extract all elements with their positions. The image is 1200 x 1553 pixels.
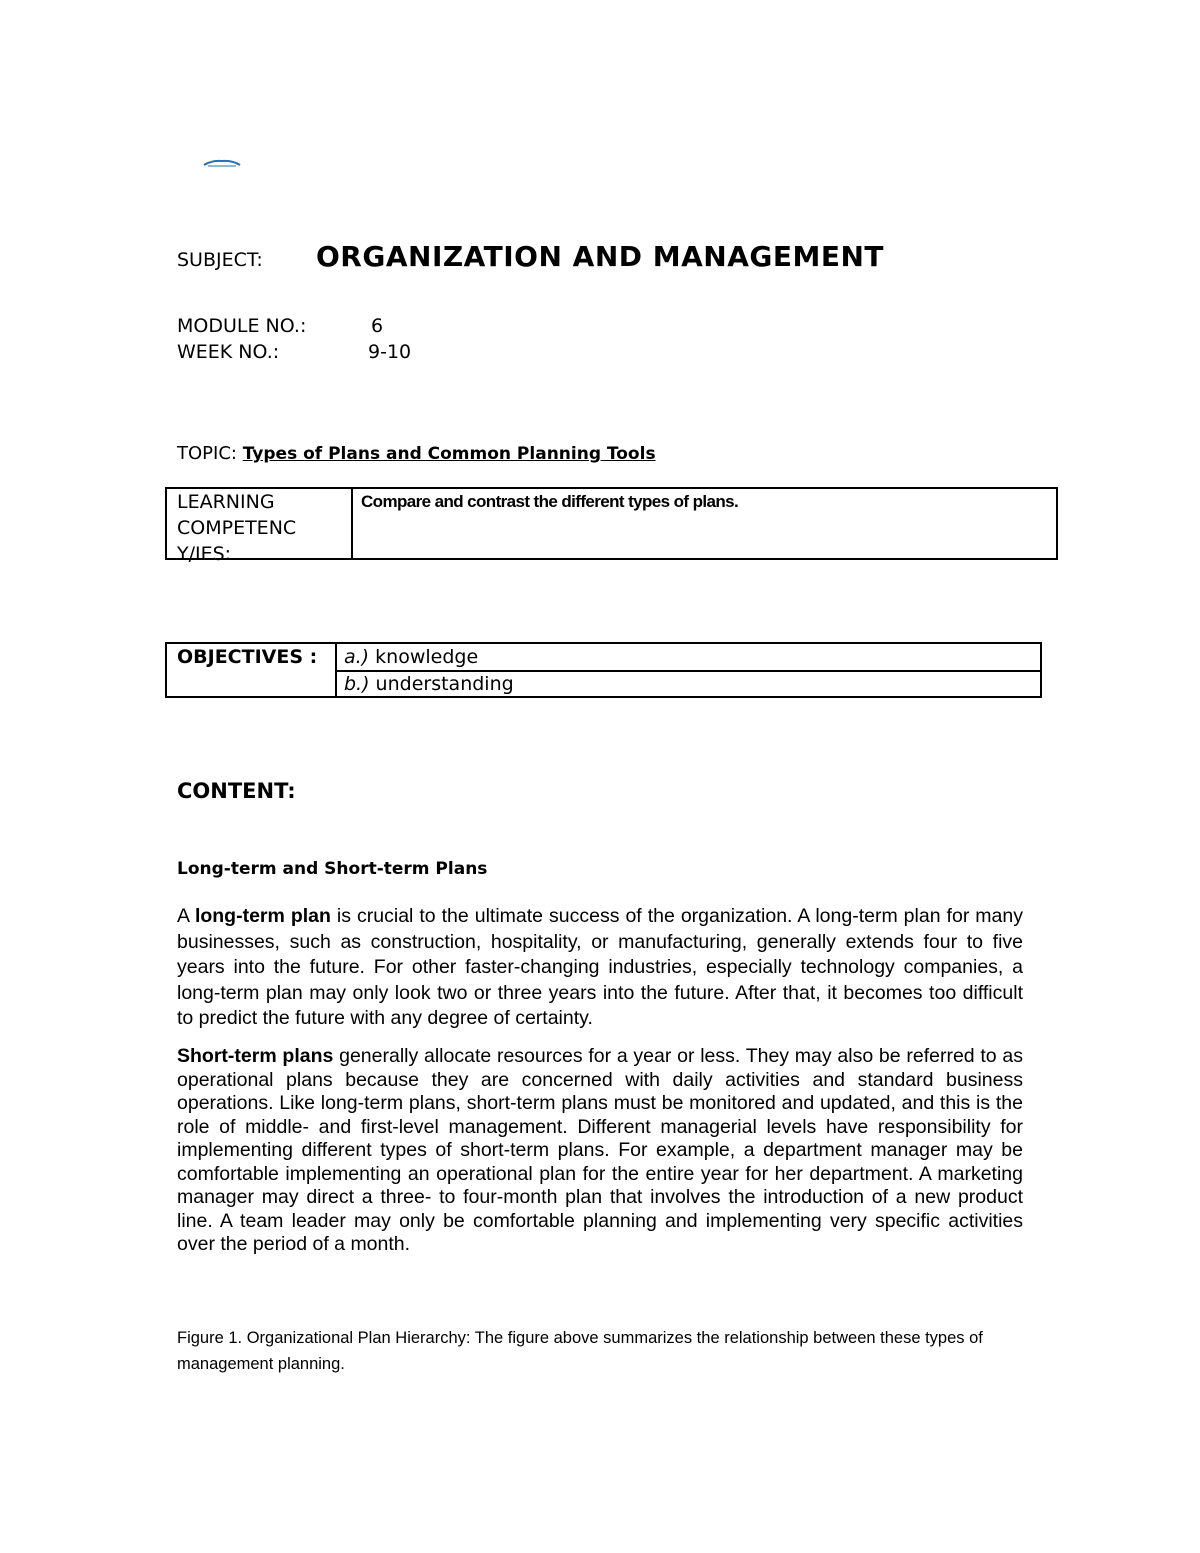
learning-competency-value: Compare and contrast the different types of plans.	[361, 492, 739, 511]
term-short-term-plans: Short-term plans	[177, 1045, 334, 1067]
module-number: 6	[371, 315, 384, 337]
objective-text: understanding	[369, 673, 514, 695]
module-label: MODULE NO.:	[177, 315, 307, 337]
figure-caption: Figure 1. Organizational Plan Hierarchy: The figure above summarizes the relationship between these types of management planning.	[177, 1329, 983, 1373]
paragraph-text: generally allocate resources for a year or less. They may also be referred to as operational plans because they are concerned with daily activities and standard business operations. Like long-term plans, short-term plans must be monitored and updated, and this is the role of middle- and first-level management. Different managerial levels have responsibility for implementing different types of short-term plans. For example, a department manager may be comfortable implementing an operational plan for the entire year for her department. A marketing manager may direct a three- to four-month plan that involves the introduction of a new product line. A team leader may only be comfortable planning and implementing very specific activities over the period of a month.	[177, 1045, 1023, 1255]
learning-competency-table	[165, 487, 1058, 565]
content-heading: CONTENT:	[177, 779, 296, 803]
subject-title: ORGANIZATION AND MANAGEMENT	[316, 240, 885, 273]
logo-mark	[202, 157, 242, 169]
paragraph-short-term	[177, 1045, 1023, 1257]
table-divider	[351, 489, 353, 558]
objectives-label: OBJECTIVES :	[177, 646, 318, 668]
subject-label: SUBJECT:	[177, 249, 263, 271]
term-long-term-plan: long-term plan	[194, 905, 331, 927]
objective-marker: b.)	[344, 673, 370, 695]
topic-label: TOPIC:	[177, 443, 237, 464]
objectives-table	[165, 642, 1042, 698]
paragraph-text: is crucial to the ultimate success of the organization. A long-term plan for many businesses, such as construction, hospitality, or manufacturing, generally extends four to five years into the future. For other faster-changing industries, especially technology companies, a long-term plan may only look two or three years into the future. After that, it becomes too difficult to predict the future with any degree of certainty.	[177, 905, 1023, 1029]
objective-text: knowledge	[369, 646, 479, 668]
section-heading: Long-term and Short-term Plans	[177, 859, 488, 879]
learning-competency-label: LEARNING COMPETENC Y/IES:	[177, 491, 297, 565]
objective-item	[344, 671, 514, 697]
paragraph-long-term	[177, 904, 1023, 1032]
topic-title: Types of Plans and Common Planning Tools	[242, 444, 656, 464]
objective-marker: a.)	[344, 646, 370, 668]
paragraph-lead: A	[177, 905, 195, 927]
objective-item	[344, 644, 478, 670]
topic-line	[177, 443, 656, 464]
week-label: WEEK NO.:	[177, 341, 280, 363]
week-number: 9-10	[368, 341, 412, 363]
